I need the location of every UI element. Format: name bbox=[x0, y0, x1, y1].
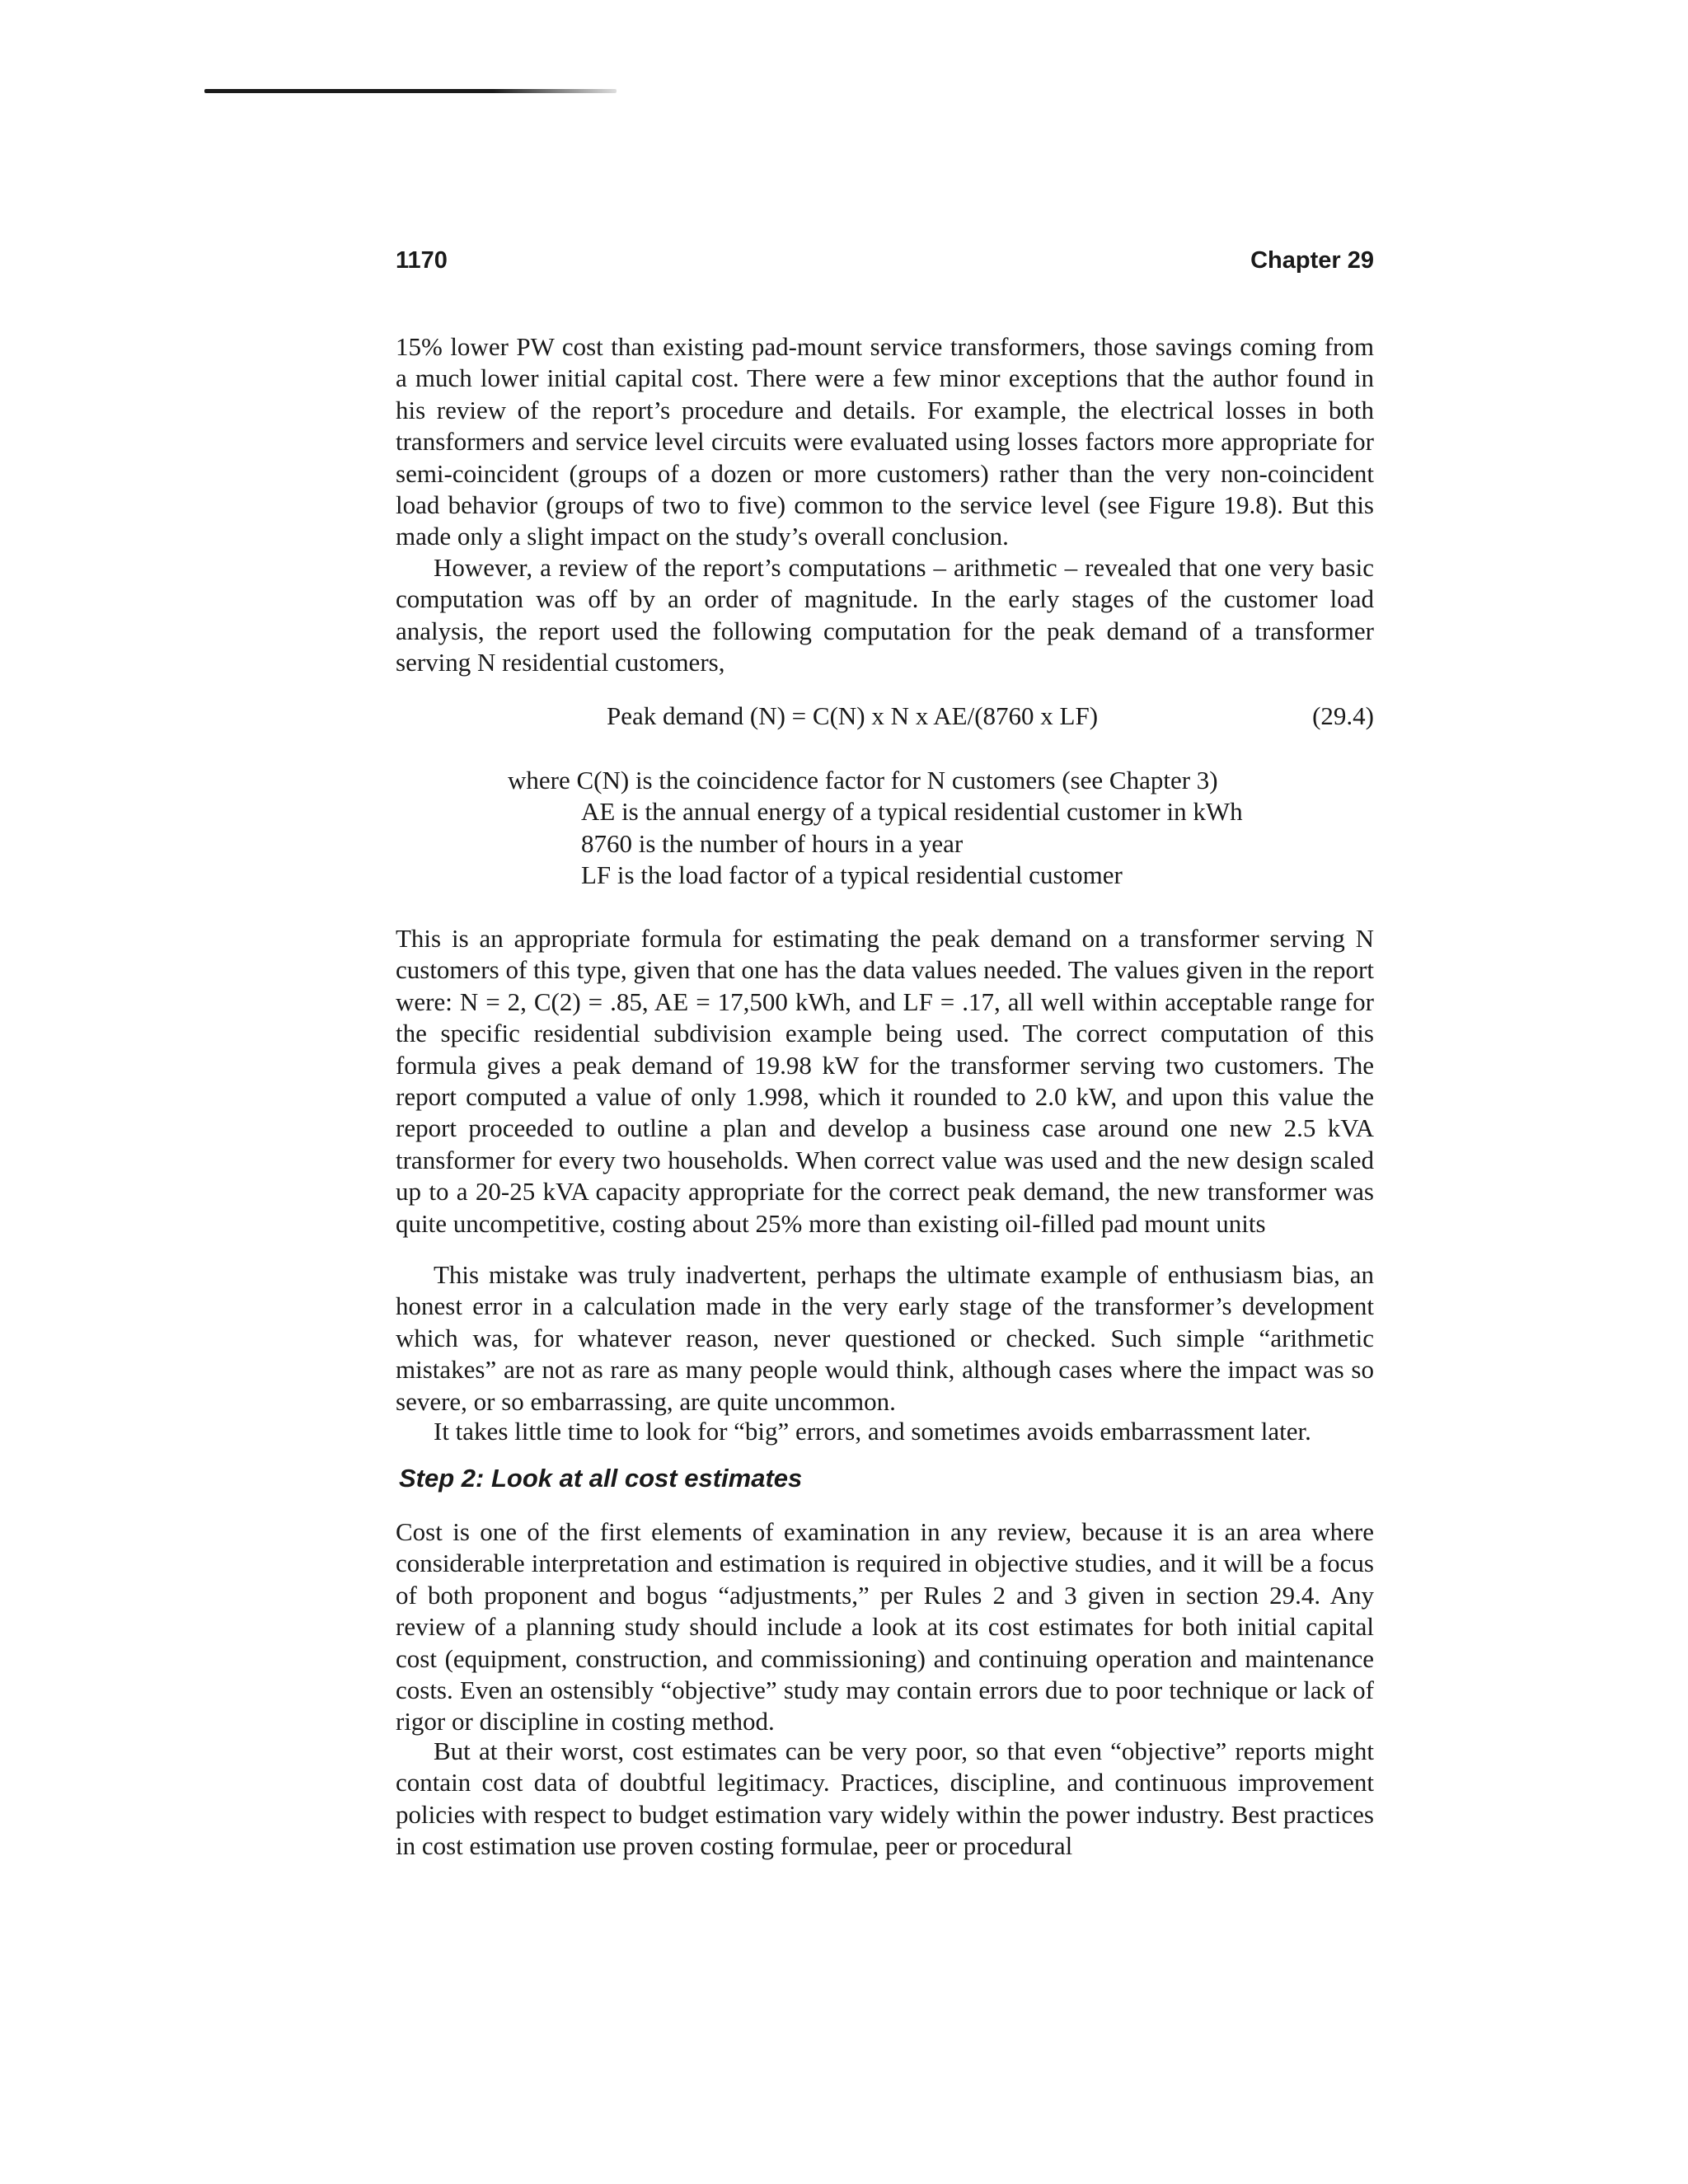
paragraph-5: It takes little time to look for “big” errors, and sometimes avoids embarrassment later. bbox=[434, 1417, 1311, 1446]
paragraph-1: 15% lower PW cost than existing pad-mount service transformers, those savings coming from a much lower initial capital cost. There were a few minor exceptions that the author found in his review of the report’s procedure and details. For example, the electrical losses in both transformers and service level circuits were evaluated using losses factors more appropriate for semi-coincident (groups of a dozen or more customers) rather than the very non-coincident load behavior (groups of two to five) common to the service level (see Figure 19.8). But this made only a slight impact on the study’s overall conclusion. bbox=[396, 332, 1374, 551]
where-block bbox=[508, 765, 1332, 892]
page-number: 1170 bbox=[396, 247, 448, 274]
section-heading: Step 2: Look at all cost estimates bbox=[399, 1464, 803, 1493]
paragraph-6: Cost is one of the first elements of examination in any review, because it is an area where considerable interpretation and estimation is required in objective studies, and it will be a focus of both proponent and bogus “adjustments,” per Rules 2 and 3 given in section 29.4. Any review of a planning study should include a look at its cost estimates for both initial capital cost (equipment, construction, and commissioning) and continuing operation and maintenance costs. Even an ostensibly “objective” study may contain errors due to poor technique or lack of rigor or discipline in costing method. bbox=[396, 1517, 1374, 1736]
where-line-3: 8760 is the number of hours in a year bbox=[581, 828, 964, 858]
page-header bbox=[396, 247, 1374, 284]
paragraph-4: This mistake was truly inadvertent, perhaps the ultimate example of enthusiasm bias, an honest error in a calculation made in the very early stage of the transformer’s development which was, for whatever reason, never questioned or checked. Such simple “arithmetic mistakes” are not as rare as many people would think, although cases where the impact was so severe, or so embarrassing, are quite uncommon. bbox=[396, 1260, 1374, 1416]
paragraph-7: But at their worst, cost estimates can be very poor, so that even “objective” reports might contain cost data of doubtful legitimacy. Practices, discipline, and continuous improvement policies with respect to budget estimation vary widely within the power industry. Best practices in cost estimation use proven costing formulae, peer or procedural bbox=[396, 1736, 1374, 1861]
where-line-2: AE is the annual energy of a typical residential customer in kWh bbox=[581, 797, 1243, 827]
where-line-1: where C(N) is the coincidence factor for N customers (see Chapter 3) bbox=[508, 766, 1218, 794]
where-line-4: LF is the load factor of a typical residential customer bbox=[581, 860, 1123, 890]
paragraph-2: However, a review of the report’s computations – arithmetic – revealed that one very basic computation was off by an order of magnitude. In the early stages of the customer load analysis, the report used the following computation for the peak demand of a transformer serving N residential customers, bbox=[396, 553, 1374, 677]
equation-29-4 bbox=[396, 701, 1374, 734]
top-rule bbox=[204, 89, 617, 93]
equation-number: (29.4) bbox=[1312, 701, 1374, 730]
equation-expression: Peak demand (N) = C(N) x N x AE/(8760 x LF) bbox=[607, 701, 1099, 730]
paragraph-3: This is an appropriate formula for estimating the peak demand on a transformer serving N customers of this type, given that one has the data values needed. The values given in the report were: N = 2, C(2) = .85, AE = 17,500 kWh, and LF = .17, all well within acceptable range for the specific residential subdivision example being used. The correct computation of this formula gives a peak demand of 19.98 kW for the transformer serving two customers. The report computed a value of only 1.998, which it rounded to 2.0 kW, and upon this value the report proceeded to outline a plan and develop a business case around one new 2.5 kVA transformer for every two households. When correct value was used and the new design scaled up to a 20-25 kVA capacity appropriate for the correct peak demand, the new transformer was quite uncompetitive, costing about 25% more than existing oil-filled pad mount units bbox=[396, 924, 1374, 1238]
chapter-title: Chapter 29 bbox=[1250, 247, 1374, 274]
